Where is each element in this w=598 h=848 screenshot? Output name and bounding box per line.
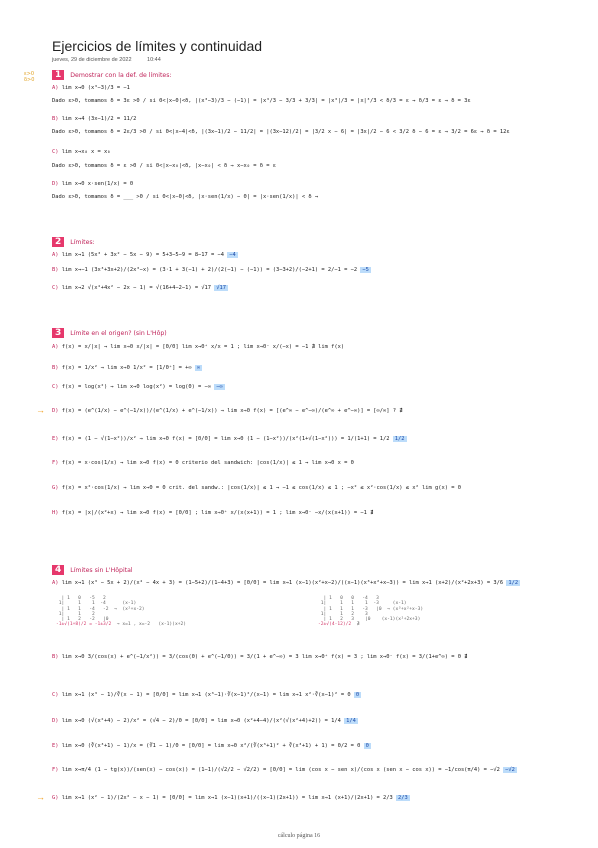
exercise-text: lim x→1 (x² − 1)/(2x² − x − 1) = [0/0] = lim x→1 (x−1)(x+1)/((x−1)(2x+1)) = lim x→1 (x+1)/(2x+1) = 2/3 [61,795,393,801]
exercise-label: B) [52,267,59,273]
exercise-line [52,461,354,466]
answer-highlight: −√2 [505,767,515,773]
solution-text: Dado ε>0, tomamos δ = ___ >0 / si 0<|x−0|<δ, |x·sen(1/x) − 0| = |x·sen(1/x)| < δ → [52,194,319,200]
section-4-heading [52,565,133,575]
exercise-text: lim x→0 (x³−3)/3 = −1 [61,85,130,91]
section-title: Límites sin L'Hôpital [70,567,133,574]
exercise-text: lim x→2 √(x⁴+4x² − 2x − 1) = √(16+4−2−1) = √17 [61,285,212,291]
exercise-label: B) [52,654,59,660]
exercise-line [52,437,407,442]
exercise-line [52,268,371,273]
margin-note-line: δ>0 [24,76,35,83]
section-title: Límite en el origen? (sin L'Hôp) [70,330,167,337]
page-date: jueves, 29 de diciembre de 2022 [52,57,132,63]
exercise-line [52,581,520,586]
section-2-heading [52,237,95,247]
exercise-text: f(x) = 1/x² → lim x→0 1/x² = [1/0⁺] = +∞ [61,365,192,371]
exercise-line [52,182,133,187]
page-title: Ejercicios de límites y continuidad [52,38,263,54]
exercise-label: D) [52,718,59,724]
answer-highlight: −∞ [216,384,223,390]
exercise-line [52,796,410,801]
exercise-line [52,693,361,698]
exercise-text: f(x) = x/|x| → lim x→0 x/|x| = [0/0] lim x→0⁺ x/x = 1 ; lim x→0⁻ x/(−x) = −1 ∄ lim f(x) [61,344,345,350]
exercise-text: f(x) = (e^(1/x) − e^(−1/x))/(e^(1/x) + e^(−1/x)) → lim x→0 f(x) = [(e^∞ − e^−∞)/(e^∞ + e^−∞)] = [∞/∞] ? ∄ [61,408,403,414]
exercise-label: G) [52,485,59,491]
exercise-text: f(x) = x·cos(1/x) → lim x→0 f(x) = 0 criterio del sandwich: |cos(1/x)| ≤ 1 → lim x→0 x = 0 [61,460,354,466]
section-3-heading [52,328,167,338]
exercise-line [52,511,373,516]
section-number: 1 [52,70,64,80]
exercise-label: A) [52,85,59,91]
exercise-line [52,655,467,660]
answer-highlight: 0 [365,743,369,749]
section-number: 4 [52,565,64,575]
exercise-label: A) [52,252,59,258]
exercise-text: lim x→0 x·sen(1/x) = 0 [61,181,134,187]
exercise-line [52,768,517,773]
exercise-text: f(x) = (1 − √(1−x²))/x² → lim x→0 f(x) = [0/0] = lim x→0 (1 − (1−x²))/(x²(1+√(1−x²))) = 1/(1+1) = 1/2 [61,436,390,442]
ruffini-table-right: | 1 0 0 -4 3 1| 1 1 1 -3 (x-1) | 1 1 1 -3 |0 → (x³+x²+x-3) 1| 1 2 3 | 1 2 3 |0 (x-1)(x²+2x+3) -2±√(4-12)/2 ∄ [318,596,424,628]
exercise-text: lim x→0 3/(cos(x) + e^(−1/x²)) = 3/(cos(0) + e^(−1/0)) = 3/(1 + e^−∞) = 3 lim x→0⁺ f(x) = 3 ; lim x→0⁻ f(x) = 3/(1+e^∞) = 0 ∄ [61,654,468,660]
answer-highlight: 2/3 [398,795,408,801]
solution-text: Dado ε>0, tomamos δ = ε >0 / si 0<|x−x₀|<δ, |x−x₀| < δ → x−x₀ = δ = ε [52,163,276,169]
exercise-label: C) [52,149,59,155]
answer-highlight: ∞ [196,365,201,371]
ruffini-table-left: | 1 0 -5 2 1| 1 1 -4 (x-1) | 1 1 -4 -2 → (x²+x-2) 1| 1 2 | 1 2 -2 |0 -1±√(1+8)/2 = -1±3/2 → x=1 , x=-2 (x-1)(x+2) [56,596,187,628]
exercise-label: D) [52,181,59,187]
margin-note-line: ε>0 [24,71,35,77]
exercise-text: f(x) = |x|/(x²+x) → lim x→0 f(x) = [0/0] ; lim x→0⁺ x/(x(x+1)) = 1 ; lim x→0⁻ −x/(x(x+1)) = −1 ∄ [61,510,374,516]
exercise-text: lim x→0 (√(x²+4) − 2)/x² = (√4 − 2)/0 = [0/0] = lim x→0 (x²+4−4)/(x²(√(x²+4)+2)) = 1/4 [61,718,341,724]
exercise-line [52,253,238,258]
exercise-label: B) [52,116,59,122]
exercise-line [52,286,228,291]
exercise-line [52,86,130,91]
exercise-label: D) [52,408,59,414]
solution-line [52,164,276,169]
margin-note [24,72,34,83]
exercise-label: A) [52,344,59,350]
solution-text: Dado ε>0, tomamos δ = 3ε >0 / si 0<|x−0|<δ, |(x³−3)/3 − (−1)| = |x³/3 − 3/3 + 3/3| = |x³|/3 = |x|³/3 < δ/3 = ε → δ/3 = ε → δ = 3ε [52,98,471,104]
exercise-text: f(x) = log(x²) → lim x→0 log(x²) = log(0) = −∞ [61,384,212,390]
exercise-line [52,719,358,724]
page-meta [52,57,175,63]
arrow-icon: → [36,792,45,802]
exercise-label: G) [52,795,59,801]
section-title: Demostrar con la def. de límites: [70,72,172,79]
answer-highlight: √17 [216,285,227,291]
exercise-text: f(x) = x²·cos(1/x) → lim x→0 = 0 crit. del sandw.: |cos(1/x)| ≤ 1 → −1 ≤ cos(1/x) ≤ 1 ; −x² ≤ x²·cos(1/x) ≤ x² lim g(x) = 0 [61,485,461,491]
section-title: Límites: [70,239,95,246]
solution-text: Dado ε>0, tomamos δ = 2ε/3 >0 / si 0<|x−4|<δ, |(3x−1)/2 − 11/2| = |(3x−12)/2| = |3/2 x − 6| = |3x|/2 − 6 < 3/2 δ − 6 = ε → 3/2 = 6ε → δ = 12ε [52,129,510,135]
section-1-heading [52,70,172,80]
solution-line [52,130,510,135]
solution-line [52,195,318,200]
exercise-text: lim x→−1 (3x³+3x+2)/(2x³−x) = (3·1 + 3(−1) + 2)/(2(−1) − (−1)) = (3−3+2)/(−2+1) = 2/−1 = −2 [61,267,358,273]
exercise-line [52,486,461,491]
section-number: 3 [52,328,64,338]
page-time: 10:44 [147,57,161,63]
exercise-text: lim x→x₀ x = x₀ [61,149,111,155]
arrow-icon: → [36,405,45,415]
answer-highlight: 1/2 [508,580,519,586]
exercise-label: C) [52,692,59,698]
exercise-text: lim x→4 (3x−1)/2 = 11/2 [61,116,137,122]
page-footer: cálculo página 16 [277,833,321,839]
exercise-line [52,117,136,122]
exercise-text: lim x→1 (5x³ + 3x² − 5x − 9) = 5+3−5−9 = 8−17 = −4 [61,252,225,258]
exercise-line [52,409,403,414]
exercise-label: E) [52,743,59,749]
exercise-text: lim x→π/4 (1 − tg(x))/(sen(x) − cos(x)) = (1−1)/(√2/2 − √2/2) = [0/0] = lim (cos x − sen x)/(cos x (sen x − cos x)) = −1/cos(π/4) = −√2 [61,767,500,773]
exercise-label: E) [52,436,59,442]
exercise-label: F) [52,460,59,466]
exercise-line [52,385,225,390]
exercise-line [52,150,110,155]
exercise-line [52,744,371,749]
solution-line [52,99,471,104]
exercise-label: C) [52,384,59,390]
exercise-label: A) [52,580,59,586]
exercise-label: H) [52,510,59,516]
answer-highlight: −5 [362,267,369,273]
answer-highlight: 0 [355,692,360,698]
exercise-text: lim x→1 (x³ − 5x + 2)/(x⁴ − 4x + 3) = (1−5+2)/(1−4+3) = [0/0] = lim x→1 (x−1)(x²+x−2)/((x−1)(x³+x²+x−3)) = lim x→1 (x+2)/(x²+2x+3) = 3/6 [61,580,504,586]
exercise-label: B) [52,365,59,371]
section-number: 2 [52,237,64,247]
exercise-line [52,345,344,350]
exercise-text: lim x→1 (x³ − 1)/∛(x − 1) = [0/0] = lim x→1 (x³−1)·∛(x−1)²/(x−1) = lim x→1 x²·∛(x−1)² = 0 [61,692,351,698]
exercise-line [52,366,202,371]
exercise-text: lim x→0 (∛(x³+1) − 1)/x = (∛1 − 1)/0 = [0/0] = lim x→0 x²/(∛(x³+1)² + ∛(x³+1) + 1) = 0/2 = 0 [61,743,361,749]
exercise-label: F) [52,767,59,773]
answer-highlight: 1/2 [394,436,405,442]
answer-highlight: −4 [229,252,236,258]
exercise-label: C) [52,285,59,291]
answer-highlight: 1/4 [346,718,356,724]
